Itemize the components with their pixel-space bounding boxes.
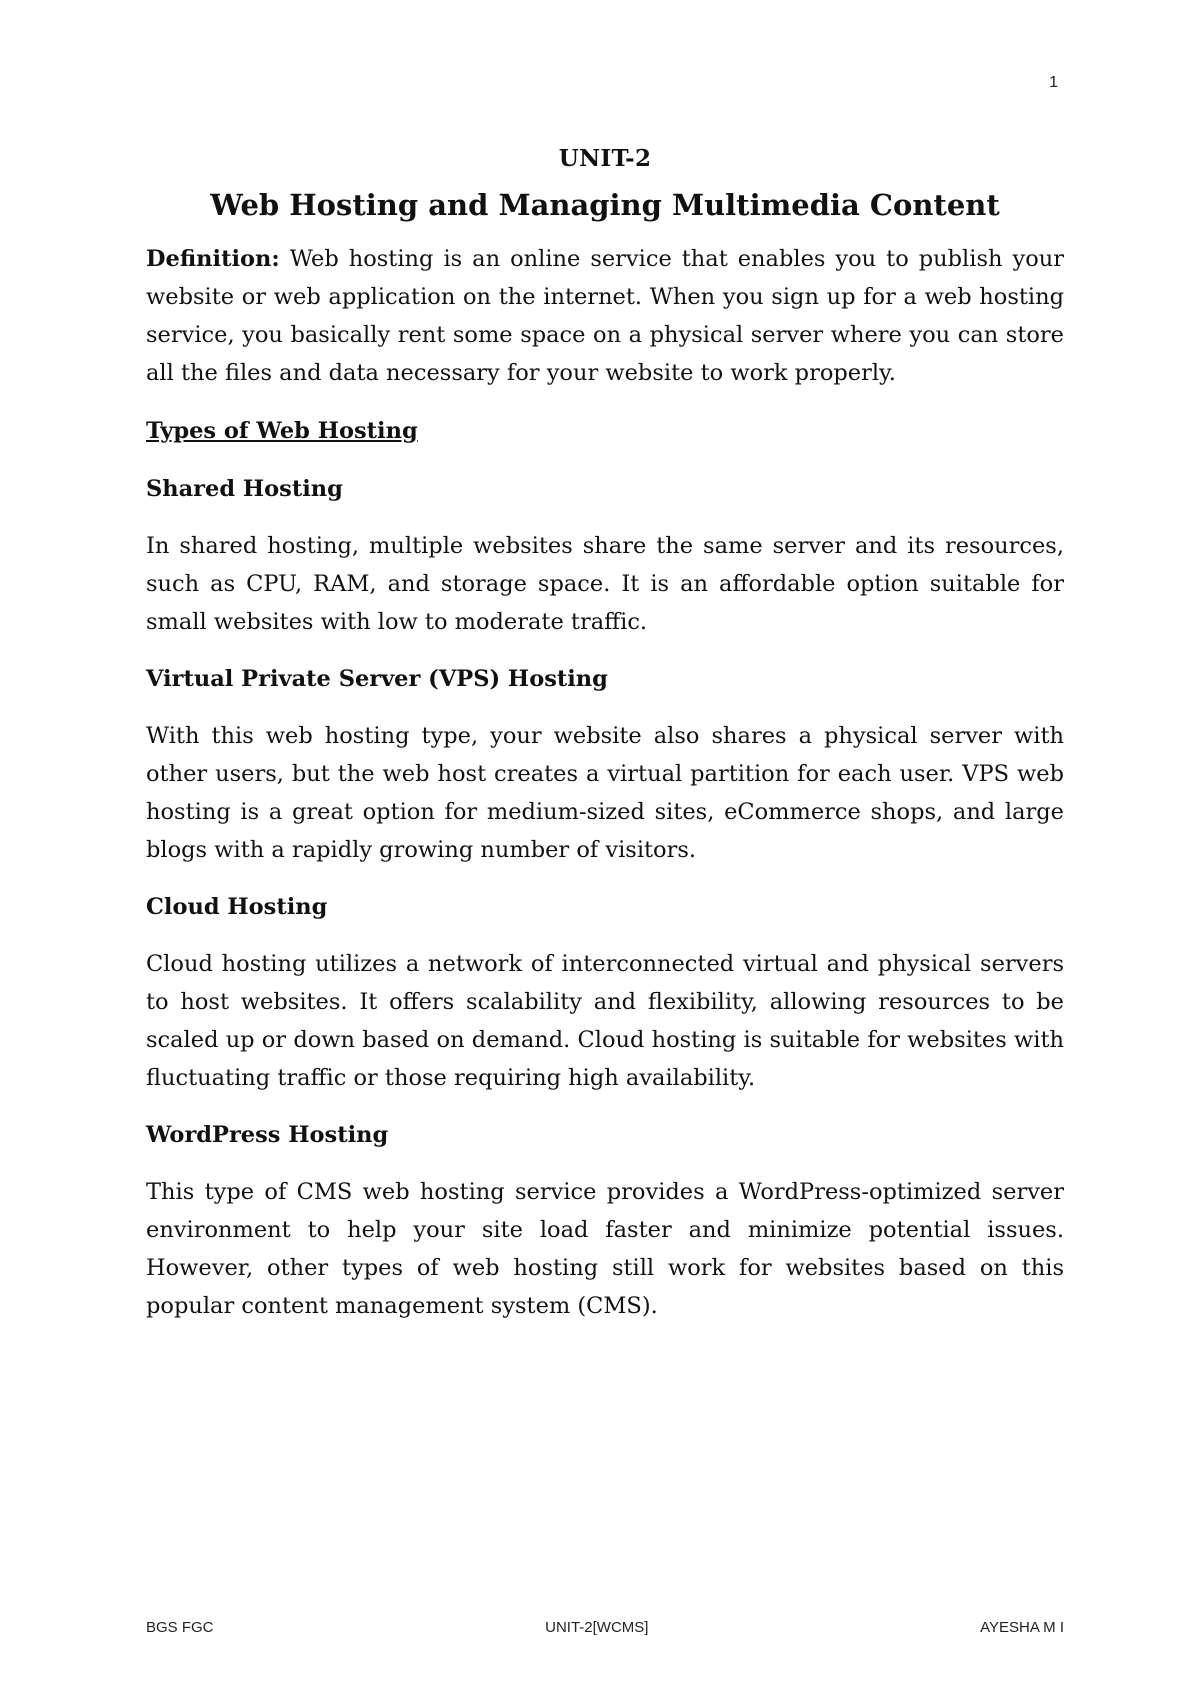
section-body-vps: With this web hosting type, your website also shares a physical server with other users, but the web host creates a virtual partition for each user. VPS web hosting is a great option for medium-sized sites, eCommerce shops, and large blogs with a rapidly growing number of visitors. (146, 723, 1064, 863)
definition-text: Web hosting is an online service that enables you to publish your website or web application on the internet. When you sign up for a web hosting service, you basically rent some space on a physical server where you can store all the files and data necessary for your website to work properly. (146, 246, 1064, 386)
section-heading-shared: Shared Hosting (146, 476, 343, 502)
page-title: Web Hosting and Managing Multimedia Content (210, 188, 1000, 222)
footer-center: UNIT-2[WCMS] (545, 1619, 649, 1636)
footer-right: AYESHA M I (980, 1619, 1064, 1636)
page-footer (146, 1619, 1064, 1636)
section-body-wordpress: This type of CMS web hosting service provides a WordPress-optimized server environment to help your site load faster and minimize potential issues. However, other types of web hosting still work for websites based on this popular content management system (CMS). (146, 1179, 1064, 1319)
section-heading-cloud: Cloud Hosting (146, 894, 328, 920)
section-heading-wordpress: WordPress Hosting (146, 1122, 389, 1148)
document-body (146, 145, 1064, 1325)
section-body-cloud: Cloud hosting utilizes a network of interconnected virtual and physical servers to host websites. It offers scalability and flexibility, allowing resources to be scaled up or down based on demand. Cloud hosting is suitable for websites with fluctuating traffic or those requiring high availability. (146, 951, 1064, 1091)
definition-paragraph (146, 240, 1064, 392)
page-number: 1 (1049, 74, 1058, 91)
section-heading-vps: Virtual Private Server (VPS) Hosting (146, 666, 608, 692)
unit-label: UNIT-2 (558, 145, 652, 172)
types-heading: Types of Web Hosting (146, 418, 418, 444)
footer-left: BGS FGC (146, 1619, 214, 1636)
definition-label: Definition: (146, 246, 280, 272)
section-body-shared: In shared hosting, multiple websites share the same server and its resources, such as CPU, RAM, and storage space. It is an affordable option suitable for small websites with low to moderate traffic. (146, 533, 1064, 635)
